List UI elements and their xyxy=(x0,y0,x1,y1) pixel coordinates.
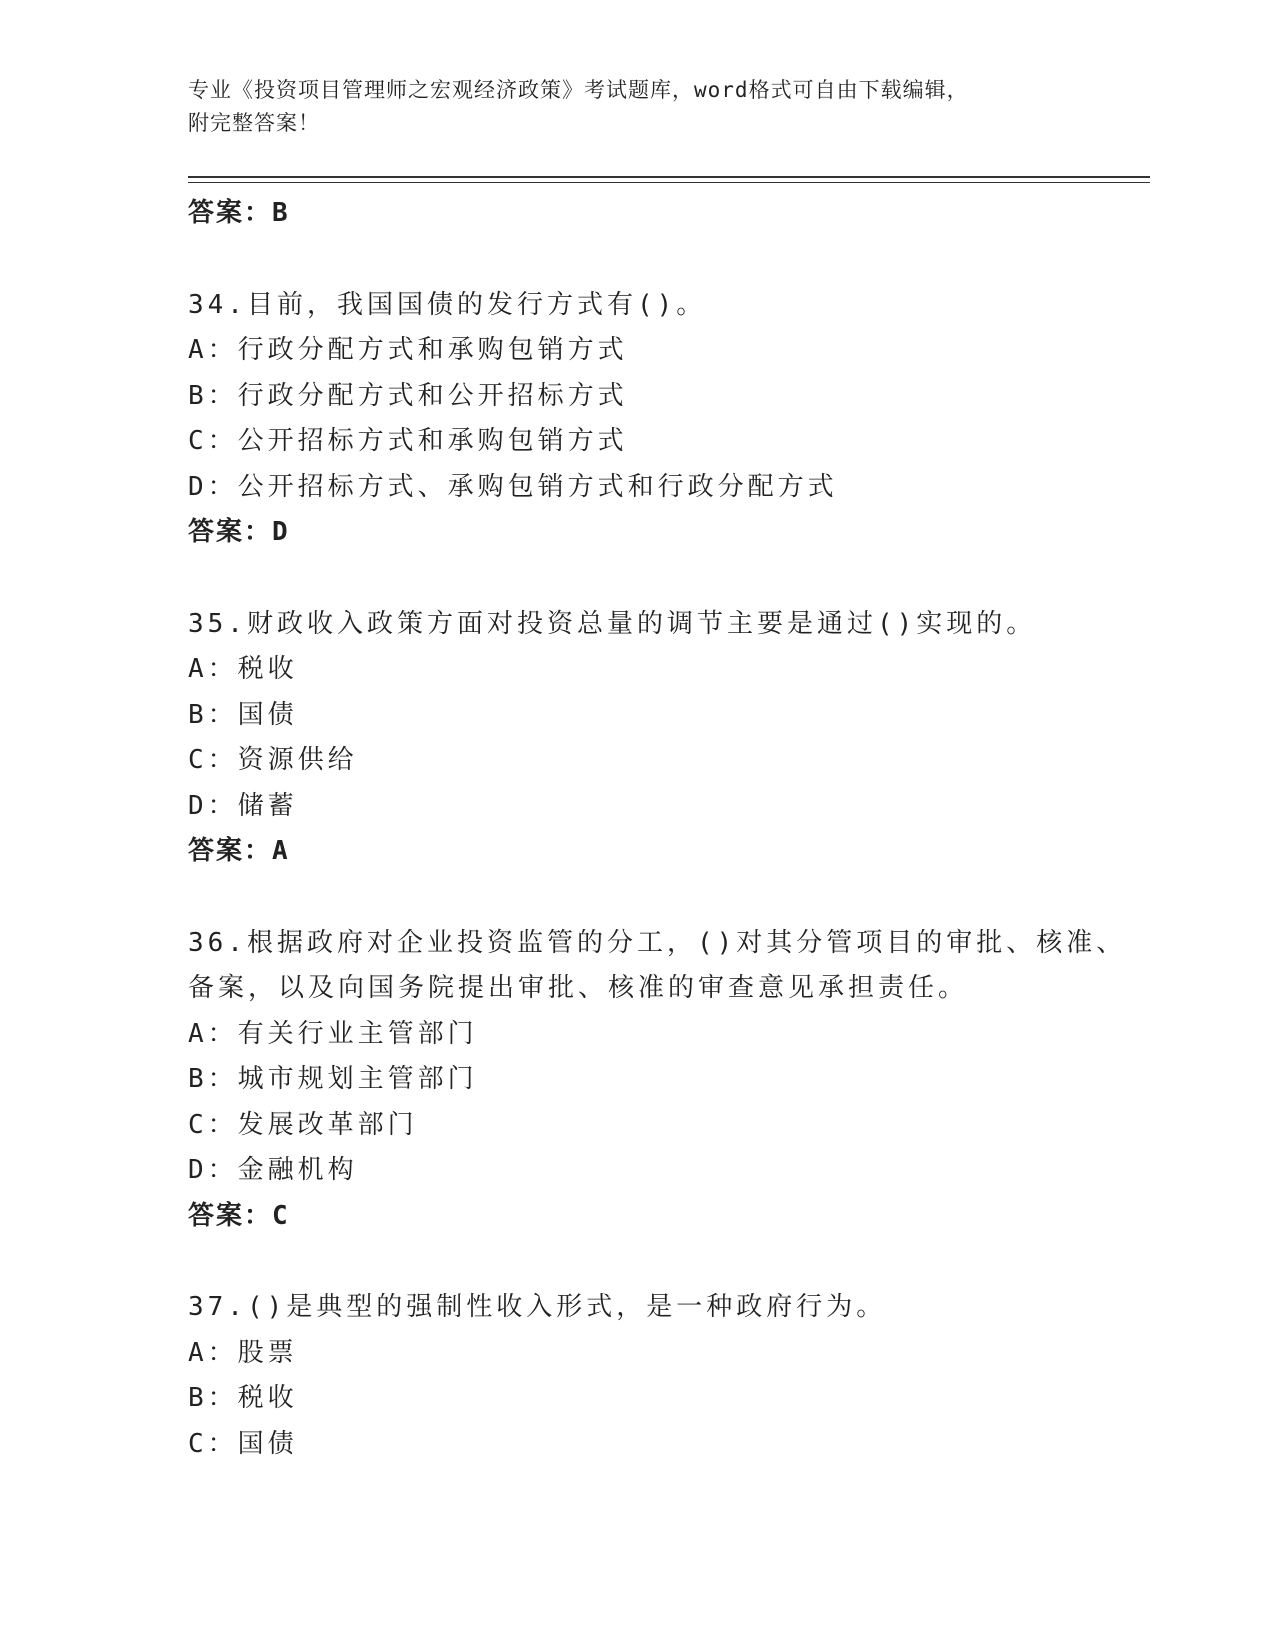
answer-line: 答案：A xyxy=(188,836,290,866)
option-c: C：资源供给 xyxy=(188,745,358,775)
option-b: B：行政分配方式和公开招标方式 xyxy=(188,380,628,411)
option-b: B：城市规划主管部门 xyxy=(188,1064,478,1094)
answer-line: 答案：C xyxy=(188,1200,290,1231)
question-block xyxy=(188,283,1088,556)
option-d: D：储蓄 xyxy=(188,790,298,821)
question-stem: 37.()是典型的强制性收入形式，是一种政府行为。 xyxy=(188,1292,887,1322)
header-divider-thin xyxy=(188,182,1150,183)
question-stem: 34.目前，我国国债的发行方式有()。 xyxy=(188,289,707,320)
option-b: B：国债 xyxy=(188,699,298,730)
option-c: C：国债 xyxy=(188,1428,298,1459)
option-c: C：公开招标方式和承购包销方式 xyxy=(188,426,628,456)
header-line-2: 附完整答案！ xyxy=(188,111,320,135)
option-c: C：发展改革部门 xyxy=(188,1109,418,1140)
header-divider-thick xyxy=(188,176,1150,178)
option-a: A：股票 xyxy=(188,1337,298,1368)
question-block xyxy=(188,602,1088,875)
option-a: A：有关行业主管部门 xyxy=(188,1018,478,1049)
document-header xyxy=(188,74,1088,140)
question-list xyxy=(188,191,1127,1467)
answer-line: 答案：B xyxy=(188,198,290,228)
option-b: B：税收 xyxy=(188,1383,298,1413)
question-stem: 35.财政收入政策方面对投资总量的调节主要是通过()实现的。 xyxy=(188,608,1037,639)
answer-line: 答案：D xyxy=(188,517,290,547)
question-block xyxy=(188,921,1127,1240)
question-stem-line-2: 备案，以及向国务院提出审批、核准的审查意见承担责任。 xyxy=(188,973,969,1003)
option-a: A：税收 xyxy=(188,654,298,684)
question-stem-line-1: 36.根据政府对企业投资监管的分工，()对其分管项目的审批、核准、 xyxy=(188,927,1127,958)
option-d: D：公开招标方式、承购包销方式和行政分配方式 xyxy=(188,471,838,502)
header-line-1: 专业《投资项目管理师之宏观经济政策》考试题库，word格式可自由下载编辑， xyxy=(188,78,969,102)
option-d: D：金融机构 xyxy=(188,1155,358,1185)
option-a: A：行政分配方式和承购包销方式 xyxy=(188,335,628,365)
question-block xyxy=(188,1285,1088,1467)
